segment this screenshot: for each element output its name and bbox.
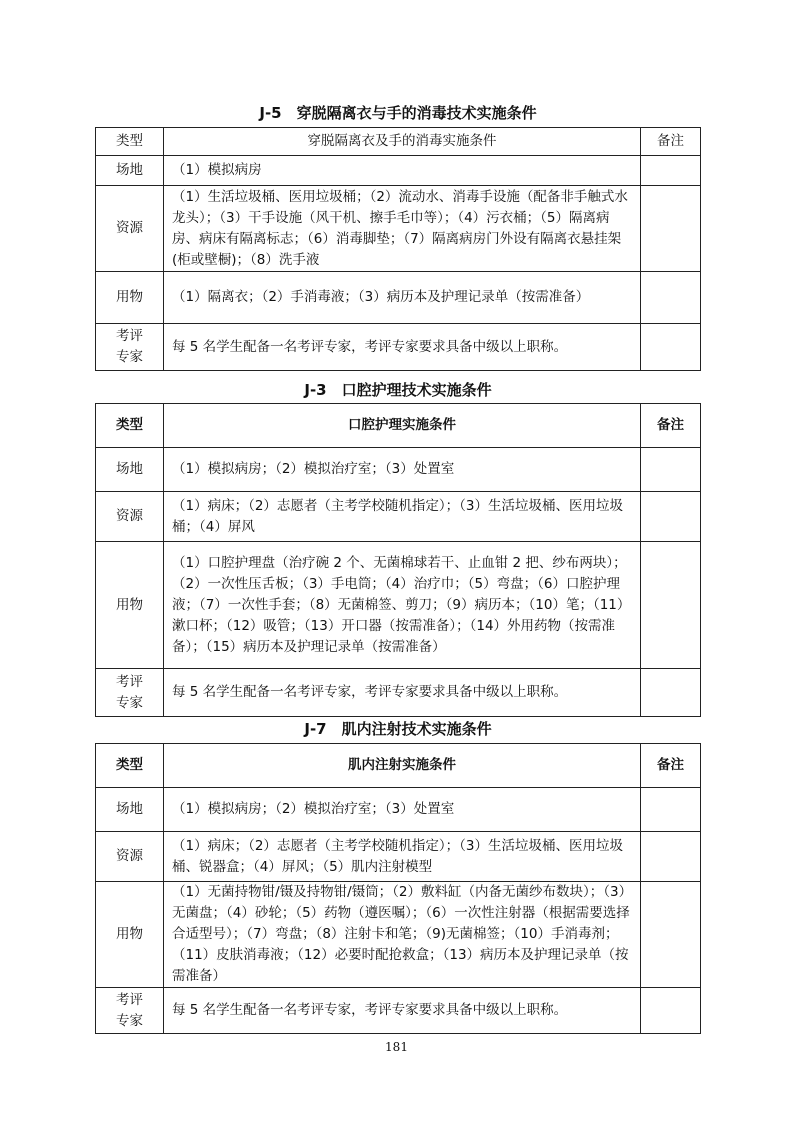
header-note: 备注 bbox=[641, 744, 701, 788]
row-content: （1）隔离衣；（2）手消毒液；（3）病历本及护理记录单（按需准备） bbox=[164, 272, 641, 324]
table-row bbox=[96, 492, 701, 542]
conditions-table-j3 bbox=[95, 403, 701, 717]
row-note bbox=[641, 669, 701, 717]
table-row bbox=[96, 882, 701, 988]
row-note bbox=[641, 324, 701, 371]
section-title-j3: J-3 口腔护理技术实施条件 bbox=[304, 381, 492, 399]
row-type-label: 资源 bbox=[96, 186, 164, 272]
row-content: （1）模拟病房；（2）模拟治疗室；（3）处置室 bbox=[164, 448, 641, 492]
header-note: 备注 bbox=[641, 404, 701, 448]
row-note bbox=[641, 448, 701, 492]
row-note bbox=[641, 156, 701, 186]
table-row bbox=[96, 832, 701, 882]
section-title-j7: J-7 肌内注射技术实施条件 bbox=[304, 720, 492, 738]
table-row bbox=[96, 988, 701, 1034]
section-title-j5: J-5 穿脱隔离衣与手的消毒技术实施条件 bbox=[259, 104, 537, 122]
row-type-label: 场地 bbox=[96, 448, 164, 492]
conditions-table-j7 bbox=[95, 743, 701, 1034]
row-note bbox=[641, 788, 701, 832]
row-content: （1）无菌持物钳/镊及持物钳/镊筒；（2）敷料缸（内备无菌纱布数块）；（3）无菌盘；（4）砂轮；（5）药物（遵医嘱）；（6）一次性注射器（根据需要选择合适型号）；（7）弯盘；（8）注射卡和笔；（9)无菌棉签；（10）手消毒剂；（11）皮肤消毒液；（12）必要时配抢救盒；（13）病历本及护理记录单（按需准备） bbox=[164, 882, 641, 988]
row-type-label: 用物 bbox=[96, 272, 164, 324]
header-type: 类型 bbox=[96, 744, 164, 788]
row-content: 每 5 名学生配备一名考评专家，考评专家要求具备中级以上职称。 bbox=[164, 988, 641, 1034]
row-type-label: 场地 bbox=[96, 156, 164, 186]
row-note bbox=[641, 542, 701, 669]
table-row bbox=[96, 324, 701, 371]
header-type: 类型 bbox=[96, 404, 164, 448]
table-row bbox=[96, 542, 701, 669]
row-type-label: 用物 bbox=[96, 882, 164, 988]
row-type-label: 考评专家 bbox=[116, 991, 143, 1029]
row-type-label: 用物 bbox=[96, 542, 164, 669]
row-type-label: 资源 bbox=[96, 492, 164, 542]
row-type-label: 资源 bbox=[96, 832, 164, 882]
row-note bbox=[641, 272, 701, 324]
row-type-cell bbox=[96, 988, 164, 1034]
table-row bbox=[96, 669, 701, 717]
row-type-label: 考评专家 bbox=[116, 673, 143, 711]
table-header-row bbox=[96, 404, 701, 448]
row-note bbox=[641, 832, 701, 882]
table-header-row bbox=[96, 128, 701, 156]
row-content: （1）模拟病房；（2）模拟治疗室；（3）处置室 bbox=[164, 788, 641, 832]
header-conditions: 口腔护理实施条件 bbox=[164, 404, 641, 448]
conditions-table-j5 bbox=[95, 127, 701, 371]
table-row bbox=[96, 448, 701, 492]
table-row bbox=[96, 186, 701, 272]
row-type-cell bbox=[96, 669, 164, 717]
row-content: （1）生活垃圾桶、医用垃圾桶；（2）流动水、消毒手设施（配备非手触式水龙头）；（3）干手设施（风干机、擦手毛巾等）；（4）污衣桶；（5）隔离病房、病床有隔离标志；（6）消毒脚垫；（7）隔离病房门外设有隔离衣悬挂架(柜或壁橱)；（8）洗手液 bbox=[164, 186, 641, 272]
header-note: 备注 bbox=[641, 128, 701, 156]
row-note bbox=[641, 882, 701, 988]
row-note bbox=[641, 988, 701, 1034]
header-type: 类型 bbox=[96, 128, 164, 156]
row-content: （1）模拟病房 bbox=[164, 156, 641, 186]
table-row bbox=[96, 272, 701, 324]
header-conditions: 穿脱隔离衣及手的消毒实施条件 bbox=[164, 128, 641, 156]
row-type-label: 场地 bbox=[96, 788, 164, 832]
page-number: 181 bbox=[385, 1040, 408, 1054]
row-content: （1）病床；（2）志愿者（主考学校随机指定）；（3）生活垃圾桶、医用垃圾桶、锐器盒；（4）屏风；（5）肌内注射模型 bbox=[164, 832, 641, 882]
table-row bbox=[96, 788, 701, 832]
row-content: （1）病床；（2）志愿者（主考学校随机指定）；（3）生活垃圾桶、医用垃圾桶；（4）屏风 bbox=[164, 492, 641, 542]
row-content: 每 5 名学生配备一名考评专家，考评专家要求具备中级以上职称。 bbox=[164, 324, 641, 371]
table-header-row bbox=[96, 744, 701, 788]
row-note bbox=[641, 492, 701, 542]
row-type-label: 考评专家 bbox=[116, 328, 143, 365]
table-row bbox=[96, 156, 701, 186]
row-content: 每 5 名学生配备一名考评专家，考评专家要求具备中级以上职称。 bbox=[164, 669, 641, 717]
header-conditions: 肌内注射实施条件 bbox=[164, 744, 641, 788]
row-note bbox=[641, 186, 701, 272]
row-content: （1）口腔护理盘（治疗碗 2 个、无菌棉球若干、止血钳 2 把、纱布两块）；（2）一次性压舌板；（3）手电筒；（4）治疗巾；（5）弯盘；（6）口腔护理液；（7）一次性手套；（8）无菌棉签、剪刀；（9）病历本；（10）笔；（11）漱口杯；（12）吸管；（13）开口器（按需准备）；（14）外用药物（按需准备）；（15）病历本及护理记录单（按需准备） bbox=[164, 542, 641, 669]
row-type-cell bbox=[96, 324, 164, 371]
